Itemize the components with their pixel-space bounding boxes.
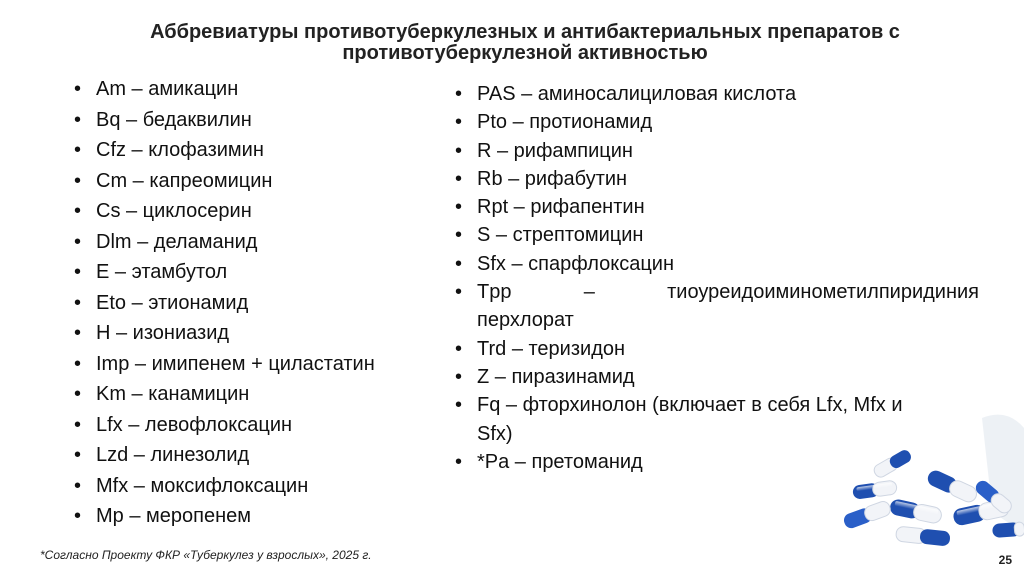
list-item: • Am – амикацин [96,74,375,105]
fq-line-continuation: Sfx) [477,422,513,445]
list-item: • Sfx – спарфлоксацин [477,250,979,278]
list-item-tpp [477,278,979,335]
tpp-dash: – [583,281,595,304]
tpp-name-continuation: перхлорат [477,309,574,332]
tpp-abbr: • Tpp [477,281,512,304]
list-item: • E – этамбутол [96,257,375,288]
list-item: • Z – пиразинамид [477,363,979,391]
list-item: • Pto – протионамид [477,108,979,136]
list-item: • Lfx – левофлоксацин [96,410,375,441]
list-item: • Cs – циклосерин [96,196,375,227]
list-item: • *Pa – претоманид [477,448,979,476]
list-item: • Rb – рифабутин [477,165,979,193]
list-item: • Eto – этионамид [96,288,375,319]
list-item: • S – стрептомицин [477,221,979,249]
list-item: • Km – канамицин [96,379,375,410]
footnote: *Согласно Проекту ФКР «Туберкулез у взрослых», 2025 г. [40,548,372,562]
tpp-line [477,278,979,306]
list-item: • R – рифампицин [477,137,979,165]
capsules-image [832,398,1024,548]
list-item: • Imp – имипенем + циластатин [96,349,375,380]
left-abbreviation-list [96,74,375,532]
list-item: • Bq – бедаквилин [96,105,375,136]
list-item: • Mp – меропенем [96,501,375,532]
tpp-name: тиоуреидоиминометилпиридиния [667,281,979,304]
list-item: • Trd – теризидон [477,335,979,363]
list-item: • Dlm – деламанид [96,227,375,258]
list-item: • Cfz – клофазимин [96,135,375,166]
page-number: 25 [998,553,1012,567]
fq-line: • Fq – фторхинолон (включает в себя Lfx, Mfx и [477,394,903,417]
list-item: • Rpt – рифапентин [477,193,979,221]
slide-title: Аббревиатуры противотуберкулезных и антибактериальных препаратов с противотуберкулезной активностью [150,21,900,64]
list-item: • H – изониазид [96,318,375,349]
list-item: • Lzd – линезолид [96,440,375,471]
list-item: • Cm – капреомицин [96,166,375,197]
list-item: • PAS – аминосалициловая кислота [477,80,979,108]
list-item: • Mfx – моксифлоксацин [96,471,375,502]
